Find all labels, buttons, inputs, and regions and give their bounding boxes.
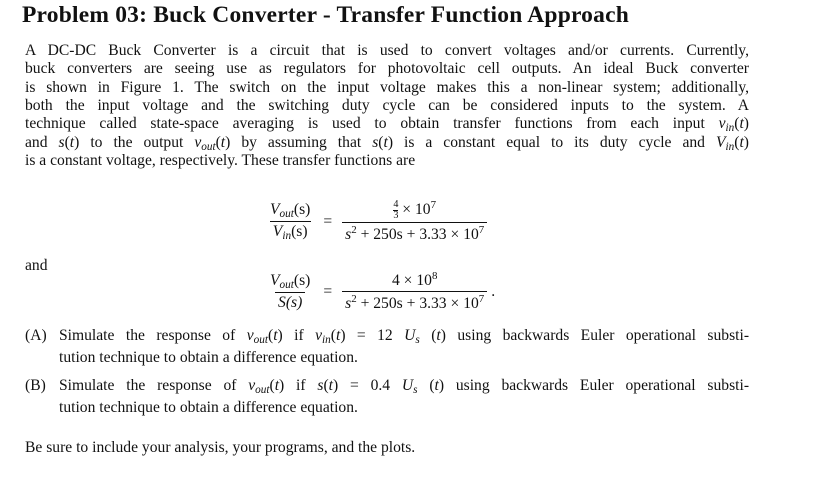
math-segment: s: [413, 383, 418, 396]
text-segment: technique called state-space averaging is used to obtain transfer functions from each input: [25, 115, 719, 133]
math-segment: out: [255, 383, 270, 396]
math-segment: s: [317, 377, 324, 394]
text-segment: A DC-DC Buck Converter is a circuit that is used to convert voltages and/or currents. Currently,: [25, 42, 749, 59]
eq2-den-rest: + 250s + 3.33 × 10: [356, 295, 479, 313]
eq1-lhs-num-sub: out: [279, 208, 294, 221]
eq2-lhs-num-sub: out: [279, 278, 294, 291]
eq1-frac-n: 4: [393, 198, 399, 210]
task-line: [59, 349, 749, 367]
math-segment: t: [274, 377, 280, 394]
eq2-rhs-num-exp: 8: [431, 270, 438, 282]
eq1-rhs-num: × 10: [398, 201, 431, 219]
math-segment: t: [739, 115, 744, 133]
task-label: (A): [25, 327, 47, 344]
math-segment: U: [401, 377, 414, 394]
text-segment: ): [743, 133, 749, 151]
text-segment: ) if: [277, 327, 316, 344]
math-segment: t: [220, 133, 226, 151]
eq1-lhs-den-arg: (s): [291, 223, 308, 241]
text-segment: Simulate the response of: [59, 327, 247, 344]
text-segment: ): [743, 115, 749, 133]
eq2-lhs-num-arg: (s): [293, 271, 311, 289]
text-segment: ) by assuming that: [225, 133, 373, 151]
math-segment: t: [739, 133, 744, 151]
eq1-lhs-den: V: [272, 223, 283, 241]
paragraph-line: [25, 42, 749, 60]
eq1-rhs-num-exp: 7: [430, 199, 437, 211]
eq2-lhs-num: V: [270, 271, 280, 289]
text-segment: (: [323, 377, 329, 394]
text-segment: is a constant voltage, respectively. These transfer functions are: [25, 151, 416, 169]
task-line: [59, 399, 749, 417]
text-segment: ) if: [279, 377, 318, 394]
paragraph-line: [25, 152, 749, 170]
text-segment: ) to the output: [74, 133, 195, 151]
text-segment: buck converters are seeing use as regulators for photovoltaic cell outputs. An ideal Buck converter: [25, 60, 749, 78]
text-segment: (: [378, 133, 384, 151]
text-segment: ) using backwards Euler operational substi-: [440, 327, 750, 344]
math-segment: v: [194, 133, 202, 151]
paragraph-line: [25, 79, 749, 97]
eq2-equals: =: [323, 282, 333, 300]
eq1-rhs: [342, 199, 487, 244]
math-segment: in: [725, 140, 735, 153]
task-line: [59, 327, 749, 349]
text-segment: ) is a constant equal to its duty cycle and: [387, 133, 716, 151]
text-segment: (: [268, 327, 274, 344]
math-segment: v: [246, 327, 254, 344]
text-segment: tution technique to obtain a difference equation.: [59, 398, 358, 416]
math-segment: out: [253, 333, 268, 346]
eq2-rhs: [342, 270, 487, 313]
math-segment: t: [69, 133, 75, 151]
math-segment: in: [322, 333, 331, 346]
and-text: and: [25, 257, 48, 274]
eq2-den-exp: 7: [478, 293, 485, 306]
text-segment: Simulate the response of: [59, 377, 249, 394]
eq1-lhs-den-sub: in: [282, 230, 292, 243]
math-segment: in: [725, 121, 735, 134]
text-segment: (: [734, 133, 740, 151]
text-segment: (: [419, 327, 437, 344]
math-segment: V: [715, 133, 726, 151]
paragraph-line: [25, 97, 749, 115]
eq1-equals: =: [323, 212, 333, 230]
instructions-footer: Be sure to include your analysis, your programs, and the plots.: [25, 439, 416, 456]
math-segment: t: [436, 327, 441, 344]
math-segment: s: [58, 133, 65, 151]
math-segment: v: [315, 327, 323, 344]
text-segment: ) = 12: [340, 327, 405, 344]
math-segment: U: [404, 327, 416, 344]
text-segment: both the input voltage and the switching duty cycle can be considered inputs to the system. A: [25, 96, 749, 114]
eq1-den-s-exp: 2: [351, 224, 357, 237]
eq1-den-s: s: [345, 226, 352, 244]
eq2-lhs-den: S(s): [278, 293, 303, 311]
eq2-rhs-num: 4 × 10: [391, 272, 432, 290]
eq2-den-s: s: [345, 295, 352, 313]
text-segment: is shown in Figure 1. The switch on the input voltage makes this a non-linear system; additionally,: [25, 78, 749, 96]
eq1-lhs: [267, 201, 313, 242]
eq1-lhs-num: V: [270, 201, 280, 219]
text-segment: ) using backwards Euler operational substi-: [438, 377, 750, 394]
problem-title: Problem 03: Buck Converter - Transfer Function Approach: [22, 2, 629, 28]
eq1-den-exp: 7: [478, 224, 485, 237]
math-segment: t: [273, 327, 278, 344]
math-segment: v: [718, 115, 726, 133]
math-segment: s: [372, 133, 379, 151]
text-segment: (: [330, 327, 336, 344]
task-line: [59, 377, 749, 399]
eq1-den-rest: + 250s + 3.33 × 10: [356, 226, 479, 244]
math-segment: s: [415, 333, 420, 346]
task-item: [25, 327, 749, 367]
math-segment: t: [434, 377, 439, 394]
eq2-den-s-exp: 2: [351, 293, 357, 306]
transfer-function-vin: [263, 199, 491, 244]
paragraph-line: [25, 60, 749, 78]
math-segment: t: [328, 377, 333, 394]
text-segment: tution technique to obtain a difference equation.: [59, 348, 358, 366]
eq2-lhs: [267, 272, 313, 312]
transfer-function-s: [263, 270, 495, 313]
text-segment: (: [734, 115, 740, 133]
task-label: (B): [25, 377, 46, 394]
eq1-lhs-num-arg: (s): [293, 201, 311, 219]
text-segment: (: [215, 133, 221, 151]
math-segment: out: [201, 140, 216, 153]
text-segment: (: [64, 133, 70, 151]
text-segment: (: [417, 377, 435, 394]
eq1-frac-d: 3: [393, 210, 399, 222]
eq2-period: .: [491, 282, 496, 300]
text-segment: and: [25, 133, 59, 151]
text-segment: ) = 0.4: [333, 377, 402, 394]
math-segment: v: [248, 377, 256, 394]
math-segment: t: [383, 133, 388, 151]
math-segment: t: [335, 327, 341, 344]
task-item: [25, 377, 749, 417]
text-segment: (: [269, 377, 275, 394]
